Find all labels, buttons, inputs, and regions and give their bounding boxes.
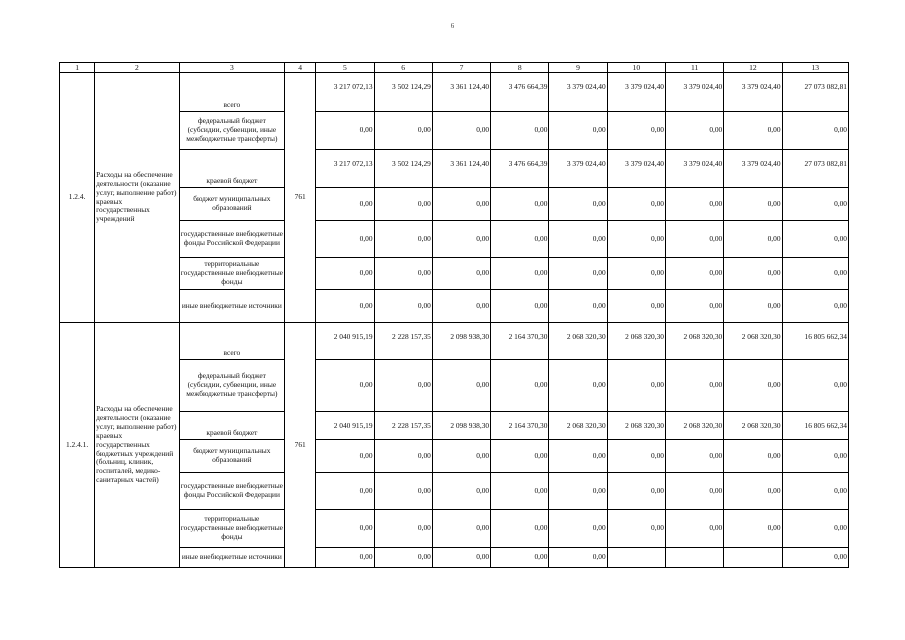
value-cell: 3 379 024,40: [549, 73, 607, 112]
value-cell: 0,00: [374, 188, 432, 221]
value-cell: 0,00: [607, 510, 665, 548]
value-cell: 0,00: [724, 510, 782, 548]
value-cell: 0,00: [374, 360, 432, 412]
value-cell: 2 098 938,30: [432, 323, 490, 360]
value-cell: 0,00: [665, 360, 723, 412]
value-cell: 0,00: [549, 290, 607, 323]
value-cell: 2 228 157,35: [374, 412, 432, 440]
value-cell: 0,00: [549, 473, 607, 510]
value-cell: 0,00: [374, 510, 432, 548]
value-cell: 0,00: [782, 221, 848, 258]
value-cell: 0,00: [724, 188, 782, 221]
table-row: [60, 323, 849, 360]
value-cell: 3 502 124,29: [374, 150, 432, 188]
value-cell: 3 379 024,40: [724, 150, 782, 188]
grbs-code: 761: [285, 73, 316, 323]
funding-source: бюджет муниципальных образований: [179, 188, 285, 221]
value-cell: 0,00: [432, 188, 490, 221]
value-cell: 0,00: [724, 290, 782, 323]
value-cell: [665, 548, 723, 568]
value-cell: 2 068 320,30: [607, 323, 665, 360]
column-header: 6: [374, 63, 432, 73]
item-name: Расходы на обеспечение деятельности (оказание услуг, выполнение работ) краевых государственных бюджетных учреждений (больниц, клиник, госпиталей, медико-санитарных частей): [95, 323, 179, 568]
value-cell: 2 098 938,30: [432, 412, 490, 440]
value-cell: 0,00: [432, 510, 490, 548]
value-cell: 3 217 072,13: [316, 150, 374, 188]
value-cell: 0,00: [782, 258, 848, 290]
value-cell: 27 073 082,81: [782, 150, 848, 188]
value-cell: 27 073 082,81: [782, 73, 848, 112]
value-cell: 3 476 664,39: [491, 73, 549, 112]
value-cell: 0,00: [607, 473, 665, 510]
page-number: 6: [450, 22, 455, 30]
column-header: 10: [607, 63, 665, 73]
column-header: 13: [782, 63, 848, 73]
value-cell: 0,00: [432, 258, 490, 290]
column-header: 4: [285, 63, 316, 73]
column-header: 1: [60, 63, 95, 73]
value-cell: 0,00: [665, 258, 723, 290]
funding-source: всего: [179, 323, 285, 360]
value-cell: 0,00: [316, 112, 374, 150]
value-cell: 0,00: [665, 510, 723, 548]
value-cell: 2 068 320,30: [665, 323, 723, 360]
value-cell: 0,00: [491, 473, 549, 510]
value-cell: 0,00: [432, 440, 490, 473]
value-cell: 2 164 370,30: [491, 323, 549, 360]
funding-source: всего: [179, 73, 285, 112]
value-cell: 0,00: [491, 112, 549, 150]
funding-source: бюджет муниципальных образований: [179, 440, 285, 473]
value-cell: 0,00: [724, 473, 782, 510]
column-header: 8: [491, 63, 549, 73]
column-header: 3: [179, 63, 285, 73]
value-cell: 0,00: [316, 548, 374, 568]
value-cell: 0,00: [665, 473, 723, 510]
funding-source: территориальные государственные внебюджетные фонды: [179, 258, 285, 290]
value-cell: 2 228 157,35: [374, 323, 432, 360]
value-cell: 2 068 320,30: [724, 323, 782, 360]
value-cell: 0,00: [491, 440, 549, 473]
funding-source: федеральный бюджет (субсидии, субвенции, иные межбюджетные трансферты): [179, 112, 285, 150]
value-cell: 0,00: [374, 290, 432, 323]
value-cell: [724, 548, 782, 568]
value-cell: 0,00: [549, 548, 607, 568]
grbs-code: 761: [285, 323, 316, 568]
value-cell: [607, 548, 665, 568]
value-cell: 16 805 662,34: [782, 412, 848, 440]
value-cell: 0,00: [491, 510, 549, 548]
value-cell: 0,00: [491, 290, 549, 323]
value-cell: 0,00: [316, 290, 374, 323]
value-cell: 0,00: [549, 221, 607, 258]
value-cell: 0,00: [724, 112, 782, 150]
value-cell: 0,00: [607, 188, 665, 221]
value-cell: 2 164 370,30: [491, 412, 549, 440]
value-cell: 0,00: [549, 112, 607, 150]
value-cell: 0,00: [316, 473, 374, 510]
value-cell: 0,00: [374, 548, 432, 568]
value-cell: 3 379 024,40: [665, 73, 723, 112]
value-cell: 3 361 124,40: [432, 73, 490, 112]
value-cell: 0,00: [374, 473, 432, 510]
funding-source: государственные внебюджетные фонды Российской Федерации: [179, 221, 285, 258]
value-cell: 0,00: [316, 510, 374, 548]
funding-source: государственные внебюджетные фонды Российской Федерации: [179, 473, 285, 510]
column-header: 9: [549, 63, 607, 73]
value-cell: 0,00: [549, 510, 607, 548]
value-cell: 0,00: [316, 188, 374, 221]
column-header: 2: [95, 63, 179, 73]
value-cell: 0,00: [432, 221, 490, 258]
column-header: 7: [432, 63, 490, 73]
value-cell: 0,00: [665, 188, 723, 221]
value-cell: 0,00: [665, 221, 723, 258]
value-cell: 0,00: [607, 258, 665, 290]
column-header: 12: [724, 63, 782, 73]
value-cell: 0,00: [724, 258, 782, 290]
column-header: 5: [316, 63, 374, 73]
value-cell: 3 379 024,40: [607, 150, 665, 188]
value-cell: 0,00: [549, 440, 607, 473]
value-cell: 0,00: [316, 440, 374, 473]
value-cell: 2 040 915,19: [316, 412, 374, 440]
value-cell: 3 379 024,40: [724, 73, 782, 112]
value-cell: 0,00: [782, 548, 848, 568]
value-cell: 0,00: [432, 112, 490, 150]
column-header: 11: [665, 63, 723, 73]
value-cell: 0,00: [491, 188, 549, 221]
funding-source: федеральный бюджет (субсидии, субвенции, иные межбюджетные трансферты): [179, 360, 285, 412]
value-cell: 0,00: [724, 440, 782, 473]
value-cell: 2 068 320,30: [549, 323, 607, 360]
value-cell: 0,00: [607, 360, 665, 412]
value-cell: 0,00: [491, 221, 549, 258]
value-cell: 0,00: [374, 440, 432, 473]
value-cell: 0,00: [665, 290, 723, 323]
item-code: 1.2.4.: [60, 73, 95, 323]
value-cell: 0,00: [316, 360, 374, 412]
value-cell: 0,00: [724, 221, 782, 258]
value-cell: 0,00: [549, 188, 607, 221]
value-cell: 0,00: [432, 548, 490, 568]
funding-source: иные внебюджетные источники: [179, 548, 285, 568]
value-cell: 0,00: [549, 258, 607, 290]
value-cell: 0,00: [491, 258, 549, 290]
value-cell: 0,00: [607, 440, 665, 473]
value-cell: 0,00: [782, 360, 848, 412]
value-cell: 16 805 662,34: [782, 323, 848, 360]
value-cell: 2 040 915,19: [316, 323, 374, 360]
value-cell: 0,00: [491, 548, 549, 568]
value-cell: 3 502 124,29: [374, 73, 432, 112]
item-name: Расходы на обеспечение деятельности (оказание услуг, выполнение работ) краевых государственных учреждений: [95, 73, 179, 323]
value-cell: 0,00: [782, 112, 848, 150]
value-cell: 2 068 320,30: [665, 412, 723, 440]
value-cell: 0,00: [432, 290, 490, 323]
funding-source: краевой бюджет: [179, 150, 285, 188]
value-cell: 3 379 024,40: [549, 150, 607, 188]
funding-source: иные внебюджетные источники: [179, 290, 285, 323]
value-cell: 0,00: [665, 440, 723, 473]
value-cell: 0,00: [549, 360, 607, 412]
funding-source: краевой бюджет: [179, 412, 285, 440]
value-cell: 3 217 072,13: [316, 73, 374, 112]
value-cell: 3 379 024,40: [607, 73, 665, 112]
value-cell: 0,00: [782, 510, 848, 548]
value-cell: 0,00: [432, 473, 490, 510]
funding-source: территориальные государственные внебюджетные фонды: [179, 510, 285, 548]
value-cell: 0,00: [782, 188, 848, 221]
value-cell: 0,00: [782, 290, 848, 323]
value-cell: 3 476 664,39: [491, 150, 549, 188]
value-cell: 0,00: [607, 221, 665, 258]
value-cell: 3 379 024,40: [665, 150, 723, 188]
value-cell: 2 068 320,30: [549, 412, 607, 440]
value-cell: 0,00: [607, 112, 665, 150]
value-cell: 0,00: [665, 112, 723, 150]
value-cell: 0,00: [724, 360, 782, 412]
value-cell: 0,00: [374, 112, 432, 150]
value-cell: 0,00: [607, 290, 665, 323]
value-cell: 2 068 320,30: [724, 412, 782, 440]
budget-table: [59, 62, 849, 568]
value-cell: 0,00: [374, 221, 432, 258]
value-cell: 2 068 320,30: [607, 412, 665, 440]
value-cell: 0,00: [316, 221, 374, 258]
value-cell: 0,00: [782, 473, 848, 510]
table-row: [60, 73, 849, 112]
value-cell: 0,00: [432, 360, 490, 412]
value-cell: 3 361 124,40: [432, 150, 490, 188]
value-cell: 0,00: [782, 440, 848, 473]
header-row: [60, 63, 849, 73]
value-cell: 0,00: [316, 258, 374, 290]
value-cell: 0,00: [491, 360, 549, 412]
item-code: 1.2.4.1.: [60, 323, 95, 568]
value-cell: 0,00: [374, 258, 432, 290]
